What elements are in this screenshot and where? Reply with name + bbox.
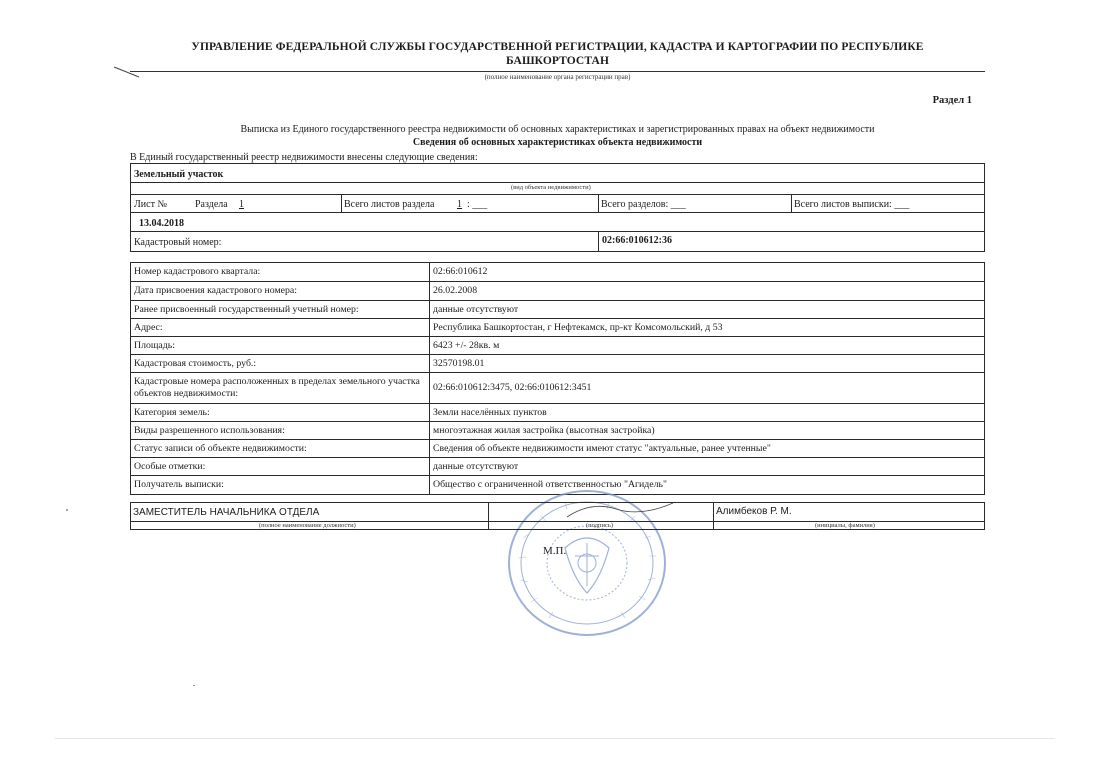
table-row <box>131 458 985 476</box>
property-label: Номер кадастрового квартала: <box>131 263 430 282</box>
sheet-label: Лист № <box>134 199 167 210</box>
property-value: 02:66:010612 <box>430 263 985 282</box>
stamp-place-label: М.П. <box>543 545 567 557</box>
document-subtitle: Сведения об основных характеристиках объекта недвижимости <box>412 137 703 148</box>
property-label: Адрес: <box>131 319 430 337</box>
property-value: 26.02.2008 <box>430 282 985 301</box>
total-sheets-label: Всего листов выписки: ___ <box>794 199 910 210</box>
table-row <box>131 319 985 337</box>
handwritten-signature <box>561 497 681 523</box>
extract-date: 13.04.2018 <box>139 218 184 229</box>
name-caption: (инициалы, фамилия) <box>815 522 875 529</box>
section-number: 1 <box>239 199 244 210</box>
table-row <box>131 440 985 458</box>
org-name-line-1: УПРАВЛЕНИЕ ФЕДЕРАЛЬНОЙ СЛУЖБЫ ГОСУДАРСТВЕННОЙ РЕГИСТРАЦИИ, КАДАСТРА И КАРТОГРАФИИ ПО РЕСПУБЛИКЕ <box>191 41 924 53</box>
properties-table <box>130 262 985 495</box>
table-row <box>131 422 985 440</box>
property-value: Общество с ограниченной ответственностью "Агидель" <box>430 476 985 495</box>
signature-box <box>130 502 985 530</box>
sheets-in-section-number: 1 <box>457 199 462 210</box>
property-value: Республика Башкортостан, г Нефтекамск, пр-кт Комсомольский, д 53 <box>430 319 985 337</box>
scan-speck <box>66 509 68 511</box>
property-value: 6423 +/- 28кв. м <box>430 337 985 355</box>
section-label: Раздел 1 <box>932 95 972 106</box>
property-label: Особые отметки: <box>131 458 430 476</box>
property-label: Виды разрешенного использования: <box>131 422 430 440</box>
sheets-in-section-label: Всего листов раздела <box>344 199 435 210</box>
intro-text: В Единый государственный реестр недвижимости внесены следующие сведения: <box>130 152 478 163</box>
org-name <box>130 40 985 68</box>
property-value: многоэтажная жилая застройка (высотная застройка) <box>430 422 985 440</box>
property-label: Площадь: <box>131 337 430 355</box>
table-row <box>131 355 985 373</box>
table-row <box>131 263 985 282</box>
section-of-label: Раздела <box>195 199 228 210</box>
signer-position: ЗАМЕСТИТЕЛЬ НАЧАЛЬНИКА ОТДЕЛА <box>133 507 320 518</box>
total-sections-label: Всего разделов: ___ <box>601 199 686 210</box>
scan-speck <box>193 685 195 686</box>
property-label: Получатель выписки: <box>131 476 430 495</box>
property-label: Кадастровые номера расположенных в пределах земельного участка объектов недвижимости: <box>131 373 430 404</box>
property-label: Дата присвоения кадастрового номера: <box>131 282 430 301</box>
object-type-caption: (вид объекта недвижимости) <box>511 184 591 191</box>
property-value: данные отсутствуют <box>430 458 985 476</box>
org-caption: (полное наименование органа регистрации прав) <box>484 73 631 81</box>
property-label: Ранее присвоенный государственный учетный номер: <box>131 301 430 319</box>
position-caption: (полное наименование должности) <box>259 522 356 529</box>
table-row <box>131 337 985 355</box>
document-title: Выписка из Единого государственного реестра недвижимости об основных характеристиках и зарегистрированных правах на объект недвижимости <box>240 124 875 135</box>
table-row <box>131 404 985 422</box>
property-value: 32570198.01 <box>430 355 985 373</box>
property-label: Статус записи об объекте недвижимости: <box>131 440 430 458</box>
org-underline <box>130 71 985 72</box>
cadastral-label: Кадастровый номер: <box>134 237 222 248</box>
signer-name: Алимбеков Р. М. <box>716 506 792 517</box>
signature-caption: (подпись) <box>586 522 613 529</box>
object-type: Земельный участок <box>134 169 224 180</box>
property-label: Категория земель: <box>131 404 430 422</box>
property-value: 02:66:010612:3475, 02:66:010612:3451 <box>430 373 985 404</box>
org-name-line-2: БАШКОРТОСТАН <box>505 55 609 67</box>
cadastral-number: 02:66:010612:36 <box>602 235 672 246</box>
table-row <box>131 282 985 301</box>
property-value: Сведения об объекте недвижимости имеют статус "актуальные, ранее учтенные" <box>430 440 985 458</box>
property-value: Земли населённых пунктов <box>430 404 985 422</box>
object-header-box <box>130 163 985 252</box>
pen-mark-icon <box>112 64 142 80</box>
scan-edge <box>55 738 1055 739</box>
property-label: Кадастровая стоимость, руб.: <box>131 355 430 373</box>
sheets-in-section-tail: : ___ <box>467 199 488 210</box>
table-row <box>131 373 985 404</box>
property-value: данные отсутствуют <box>430 301 985 319</box>
table-row <box>131 301 985 319</box>
